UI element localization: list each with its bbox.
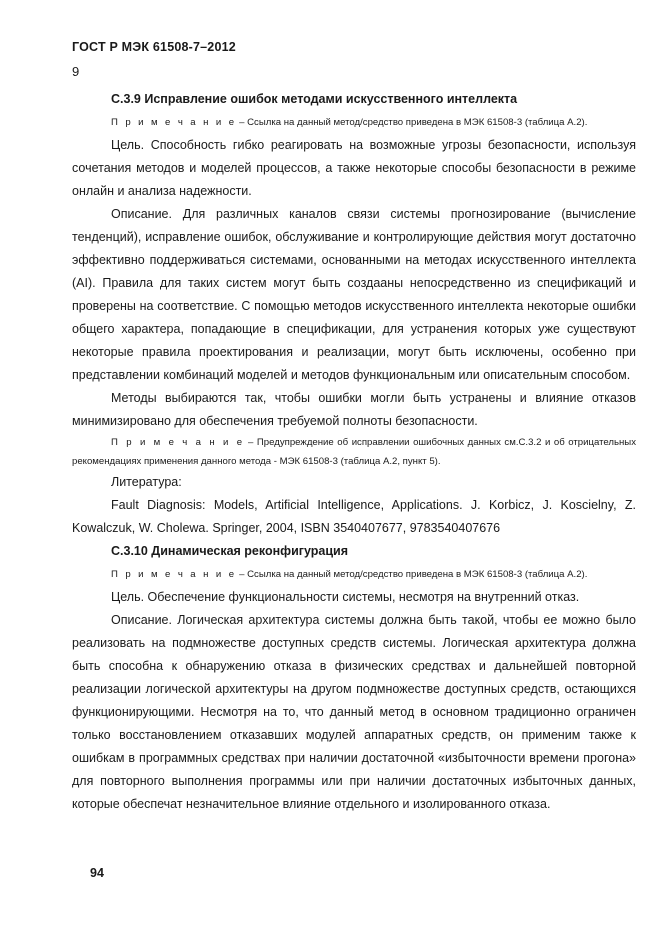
section-c310-goal: Цель. Обеспечение функциональности системы, несмотря на внутренний отказ. — [111, 590, 580, 604]
section-c39-note — [72, 111, 636, 134]
literature-reference: Fault Diagnosis: Models, Artificial Intelligence, Applications. J. Korbicz, J. Koscielny, Z. Kowalczuk, W. Cholewa. Springer, 2004, ISBN 3540407677, 9783540407676 — [72, 498, 636, 535]
note-label: П р и м е ч а н и е — [111, 437, 245, 448]
section-c39-heading: С.3.9 Исправление ошибок методами искусственного интеллекта — [111, 92, 518, 106]
page-number: 94 — [90, 866, 104, 880]
note-text: – Ссылка на данный метод/средство приведена в МЭК 61508-3 (таблица А.2). — [236, 569, 588, 580]
section-c39-goal: Цель. Способность гибко реагировать на возможные угрозы безопасности, используя сочетания методов и моделей процессов, а также некоторые способы безопасности в режиме онлайн и анализа надежности. — [72, 138, 636, 198]
literature-label: Литература: — [111, 475, 182, 489]
note-text: – Ссылка на данный метод/средство приведена в МЭК 61508-3 (таблица А.2). — [236, 117, 588, 128]
note-label: П р и м е ч а н и е — [111, 117, 237, 128]
note-text: – Предупреждение об исправлении ошибочных данных см.С.3.2 и об отрицательных рекомендациях применения данного метода - МЭК 61508-3 (таблица А.2, пункт 5). — [72, 437, 636, 467]
section-c39-note-2 — [72, 433, 636, 471]
note-label: П р и м е ч а н и е — [111, 569, 237, 580]
section-c39-description: Описание. Для различных каналов связи системы прогнозирование (вычисление тенденций), исправление ошибок, обслуживание и контролирующие действия могут достаточно эффективно поддерживаться системами, основанными на методах искусственного интеллекта (AI). Правила для таких систем могут быть создааны непосредственно из спецификаций и проверены на соответствие. С помощью методов искусственного интеллекта некоторые ошибки общего характера, попадающие в спецификации, для устранения которых уже существуют некоторые правила проектирования и реализации, могут быть исключены, особенно при представлении комбинаций моделей и методов функциональным или описательным способом. — [72, 207, 636, 382]
document-header: ГОСТ Р МЭК 61508-7–2012 — [72, 40, 236, 54]
section-c39-methods: Методы выбираются так, чтобы ошибки могли быть устранены и влияние отказов минимизировано для обеспечения требуемой полноты безопасности. — [72, 391, 636, 428]
section-c310-heading: С.3.10 Динамическая реконфигурация — [111, 544, 349, 558]
section-c310-note — [72, 563, 636, 586]
section-c310-description: Описание. Логическая архитектура системы должна быть такой, чтобы ее можно было реализовать на подмножестве доступных средств системы. Логическая архитектура должна быть способна к обнаружению отказа в физических средствах и дальнейшей повторной реализации логической архитектуры на другом подмножестве доступных средств, остающихся функционирующими. Несмотря на то, что данный метод в основном традиционно ограничен только восстановлением отказавших модулей аппаратных средств, он применим также к ошибкам в программных средствах при наличии достаточной «избыточности времени прогона» для повторного выполнения программы или при наличии достаточных избыточных данных, которые обеспечат незначительное влияние отдельного и изолированного отказа. — [72, 613, 636, 811]
document-body — [72, 88, 636, 816]
section-number: 9 — [72, 64, 80, 79]
